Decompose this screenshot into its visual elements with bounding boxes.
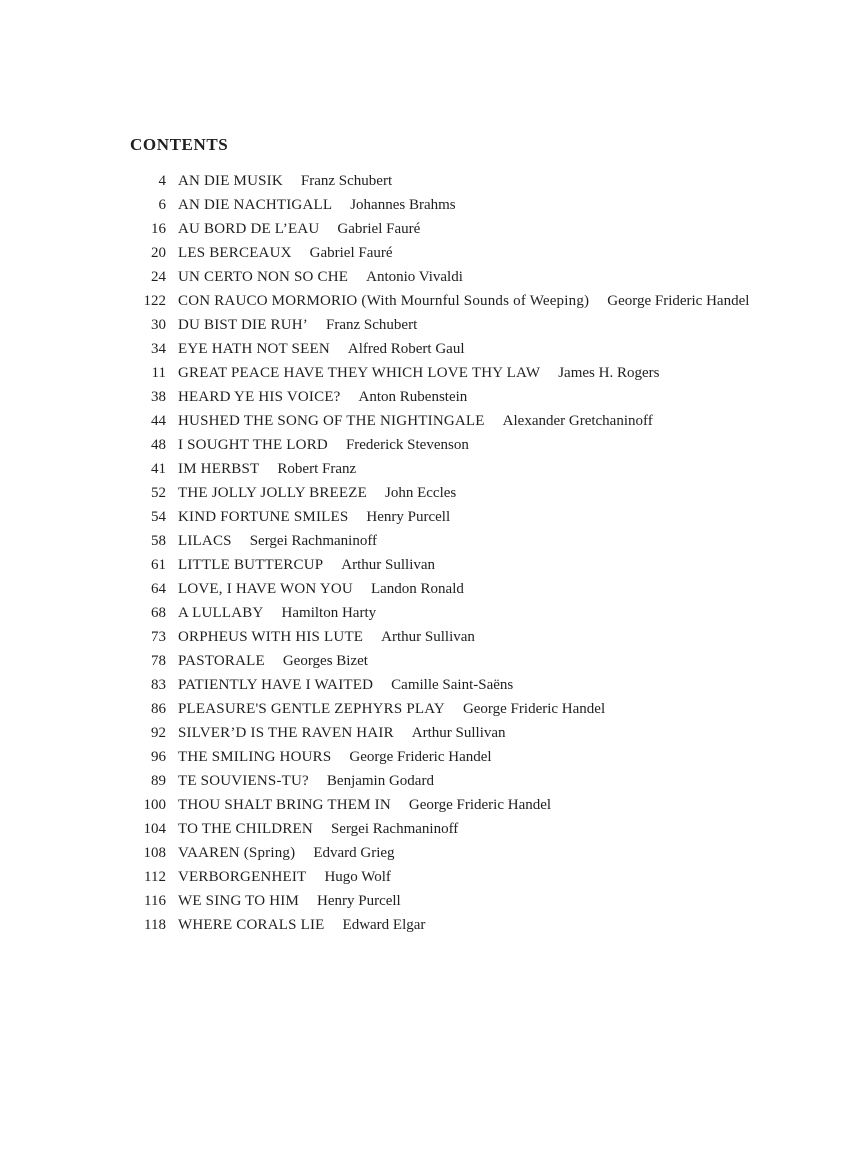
page-title: CONTENTS	[130, 135, 229, 154]
toc-title: LITTLE BUTTERCUP	[178, 557, 324, 573]
toc-title: LES BERCEAUX	[178, 245, 292, 261]
toc-row	[0, 193, 864, 217]
toc-title: TE SOUVIENS-TU?	[178, 773, 309, 789]
toc-composer: Landon Ronald	[370, 581, 464, 597]
toc-composer: Arthur Sullivan	[381, 629, 475, 645]
toc-list	[0, 169, 864, 937]
toc-title: THE JOLLY JOLLY BREEZE	[178, 485, 368, 501]
toc-composer: Alfred Robert Gaul	[347, 341, 465, 357]
toc-row	[0, 793, 864, 817]
toc-row	[0, 817, 864, 841]
toc-page-number: 16	[151, 221, 166, 237]
toc-composer: George Frideric Handel	[408, 797, 552, 813]
toc-composer: Henry Purcell	[317, 893, 401, 909]
toc-title: UN CERTO NON SO CHE	[178, 269, 349, 285]
toc-row	[0, 265, 864, 289]
toc-title: VAAREN (Spring)	[178, 845, 296, 861]
toc-title: PASTORALE	[178, 653, 265, 669]
toc-row	[0, 385, 864, 409]
toc-row	[0, 577, 864, 601]
toc-page-number: 86	[151, 701, 166, 717]
toc-page-number: 38	[151, 389, 166, 405]
toc-page-number: 92	[151, 725, 166, 741]
toc-title: DU BIST DIE RUH’	[178, 317, 309, 333]
toc-page-number: 68	[151, 605, 166, 621]
toc-title: AN DIE MUSIK	[178, 173, 283, 189]
toc-composer: Georges Bizet	[282, 653, 368, 669]
toc-title: AU BORD DE L’EAU	[178, 221, 320, 237]
toc-page-number: 48	[151, 437, 166, 453]
toc-composer: Johannes Brahms	[350, 197, 456, 213]
toc-row	[0, 169, 864, 193]
toc-row	[0, 313, 864, 337]
toc-composer: George Frideric Handel	[607, 293, 750, 309]
toc-composer: Antonio Vivaldi	[366, 269, 463, 285]
toc-title: WE SING TO HIM	[178, 893, 299, 909]
toc-row	[0, 217, 864, 241]
toc-row	[0, 841, 864, 865]
toc-row	[0, 337, 864, 361]
toc-title: ORPHEUS WITH HIS LUTE	[178, 629, 364, 645]
toc-composer: Franz Schubert	[300, 173, 393, 189]
toc-page-number: 30	[151, 317, 166, 333]
toc-page-number: 4	[158, 173, 166, 189]
toc-title: WHERE CORALS LIE	[178, 917, 325, 933]
toc-row	[0, 433, 864, 457]
toc-title: GREAT PEACE HAVE THEY WHICH LOVE THY LAW	[178, 365, 541, 381]
toc-row	[0, 505, 864, 529]
toc-page-number: 73	[151, 629, 166, 645]
toc-composer: George Frideric Handel	[349, 749, 492, 765]
toc-composer: Franz Schubert	[326, 317, 418, 333]
toc-title: AN DIE NACHTIGALL	[178, 197, 333, 213]
toc-page-number: 118	[144, 917, 166, 933]
toc-row	[0, 409, 864, 433]
toc-composer: Gabriel Fauré	[309, 245, 393, 261]
toc-composer: Camille Saint-Saëns	[391, 677, 514, 693]
toc-composer: Edward Elgar	[342, 917, 426, 933]
toc-composer: James H. Rogers	[558, 365, 660, 381]
toc-composer: Henry Purcell	[366, 509, 451, 525]
toc-page-number: 89	[151, 773, 166, 789]
toc-composer: Edvard Grieg	[313, 845, 395, 861]
toc-title: PATIENTLY HAVE I WAITED	[178, 677, 374, 693]
toc-title: EYE HATH NOT SEEN	[178, 341, 330, 357]
toc-title: I SOUGHT THE LORD	[178, 437, 328, 453]
toc-composer: Hugo Wolf	[324, 869, 391, 885]
toc-row	[0, 913, 864, 937]
toc-page-number: 112	[144, 869, 166, 885]
toc-row	[0, 697, 864, 721]
toc-row	[0, 289, 864, 313]
toc-page-number: 34	[151, 341, 166, 357]
toc-page-number: 20	[151, 245, 166, 261]
toc-row	[0, 721, 864, 745]
toc-composer: Robert Franz	[277, 461, 357, 477]
toc-composer: Gabriel Fauré	[337, 221, 421, 237]
toc-page-number: 41	[151, 461, 166, 477]
toc-title: THOU SHALT BRING THEM IN	[178, 797, 391, 813]
toc-title: VERBORGENHEIT	[178, 869, 307, 885]
toc-row	[0, 649, 864, 673]
toc-page-number: 6	[158, 197, 166, 213]
toc-title: SILVER’D IS THE RAVEN HAIR	[178, 725, 394, 741]
toc-page-number: 24	[151, 269, 166, 285]
toc-page-number: 11	[151, 365, 166, 381]
toc-row	[0, 769, 864, 793]
toc-row	[0, 745, 864, 769]
toc-page-number: 83	[151, 677, 166, 693]
toc-composer: Arthur Sullivan	[411, 725, 506, 741]
toc-row	[0, 529, 864, 553]
toc-row	[0, 361, 864, 385]
toc-row	[0, 889, 864, 913]
toc-composer: Alexander Gretchaninoff	[502, 413, 653, 429]
toc-row	[0, 865, 864, 889]
toc-title: HUSHED THE SONG OF THE NIGHTINGALE	[178, 413, 485, 429]
toc-page-number: 108	[143, 845, 166, 861]
toc-row	[0, 457, 864, 481]
toc-title: HEARD YE HIS VOICE?	[178, 389, 341, 405]
toc-page-number: 104	[143, 821, 166, 837]
toc-composer: Sergei Rachmaninoff	[330, 821, 459, 837]
toc-composer: George Frideric Handel	[462, 701, 606, 717]
toc-row	[0, 241, 864, 265]
toc-page-number: 78	[151, 653, 166, 669]
toc-composer: Arthur Sullivan	[341, 557, 436, 573]
toc-page-number: 61	[151, 557, 166, 573]
toc-composer: Hamilton Harty	[281, 605, 377, 621]
toc-page-number: 64	[151, 581, 166, 597]
toc-composer: Benjamin Godard	[326, 773, 434, 789]
toc-composer: Frederick Stevenson	[345, 437, 469, 453]
toc-row	[0, 673, 864, 697]
toc-title: PLEASURE'S GENTLE ZEPHYRS PLAY	[178, 701, 445, 717]
toc-row	[0, 601, 864, 625]
toc-row	[0, 481, 864, 505]
toc-row	[0, 553, 864, 577]
toc-composer: Anton Rubenstein	[358, 389, 468, 405]
toc-composer: John Eccles	[385, 485, 457, 501]
toc-title: LILACS	[178, 533, 232, 549]
toc-row	[0, 625, 864, 649]
toc-composer: Sergei Rachmaninoff	[249, 533, 378, 549]
toc-page-number: 44	[151, 413, 166, 429]
toc-title: CON RAUCO MORMORIO (With Mournful Sounds of Weeping)	[178, 293, 590, 309]
toc-title: LOVE, I HAVE WON YOU	[178, 581, 353, 597]
toc-page-number: 116	[144, 893, 166, 909]
toc-title: A LULLABY	[178, 605, 264, 621]
toc-page-number: 96	[151, 749, 166, 765]
toc-page-number: 100	[143, 797, 166, 813]
toc-page-number: 52	[151, 485, 166, 501]
toc-page-number: 54	[151, 509, 166, 525]
toc-page-number: 122	[143, 293, 166, 309]
toc-page-number: 58	[151, 533, 166, 549]
toc-title: KIND FORTUNE SMILES	[178, 509, 349, 525]
toc-title: THE SMILING HOURS	[178, 749, 332, 765]
toc-title: TO THE CHILDREN	[178, 821, 313, 837]
toc-title: IM HERBST	[178, 461, 260, 477]
